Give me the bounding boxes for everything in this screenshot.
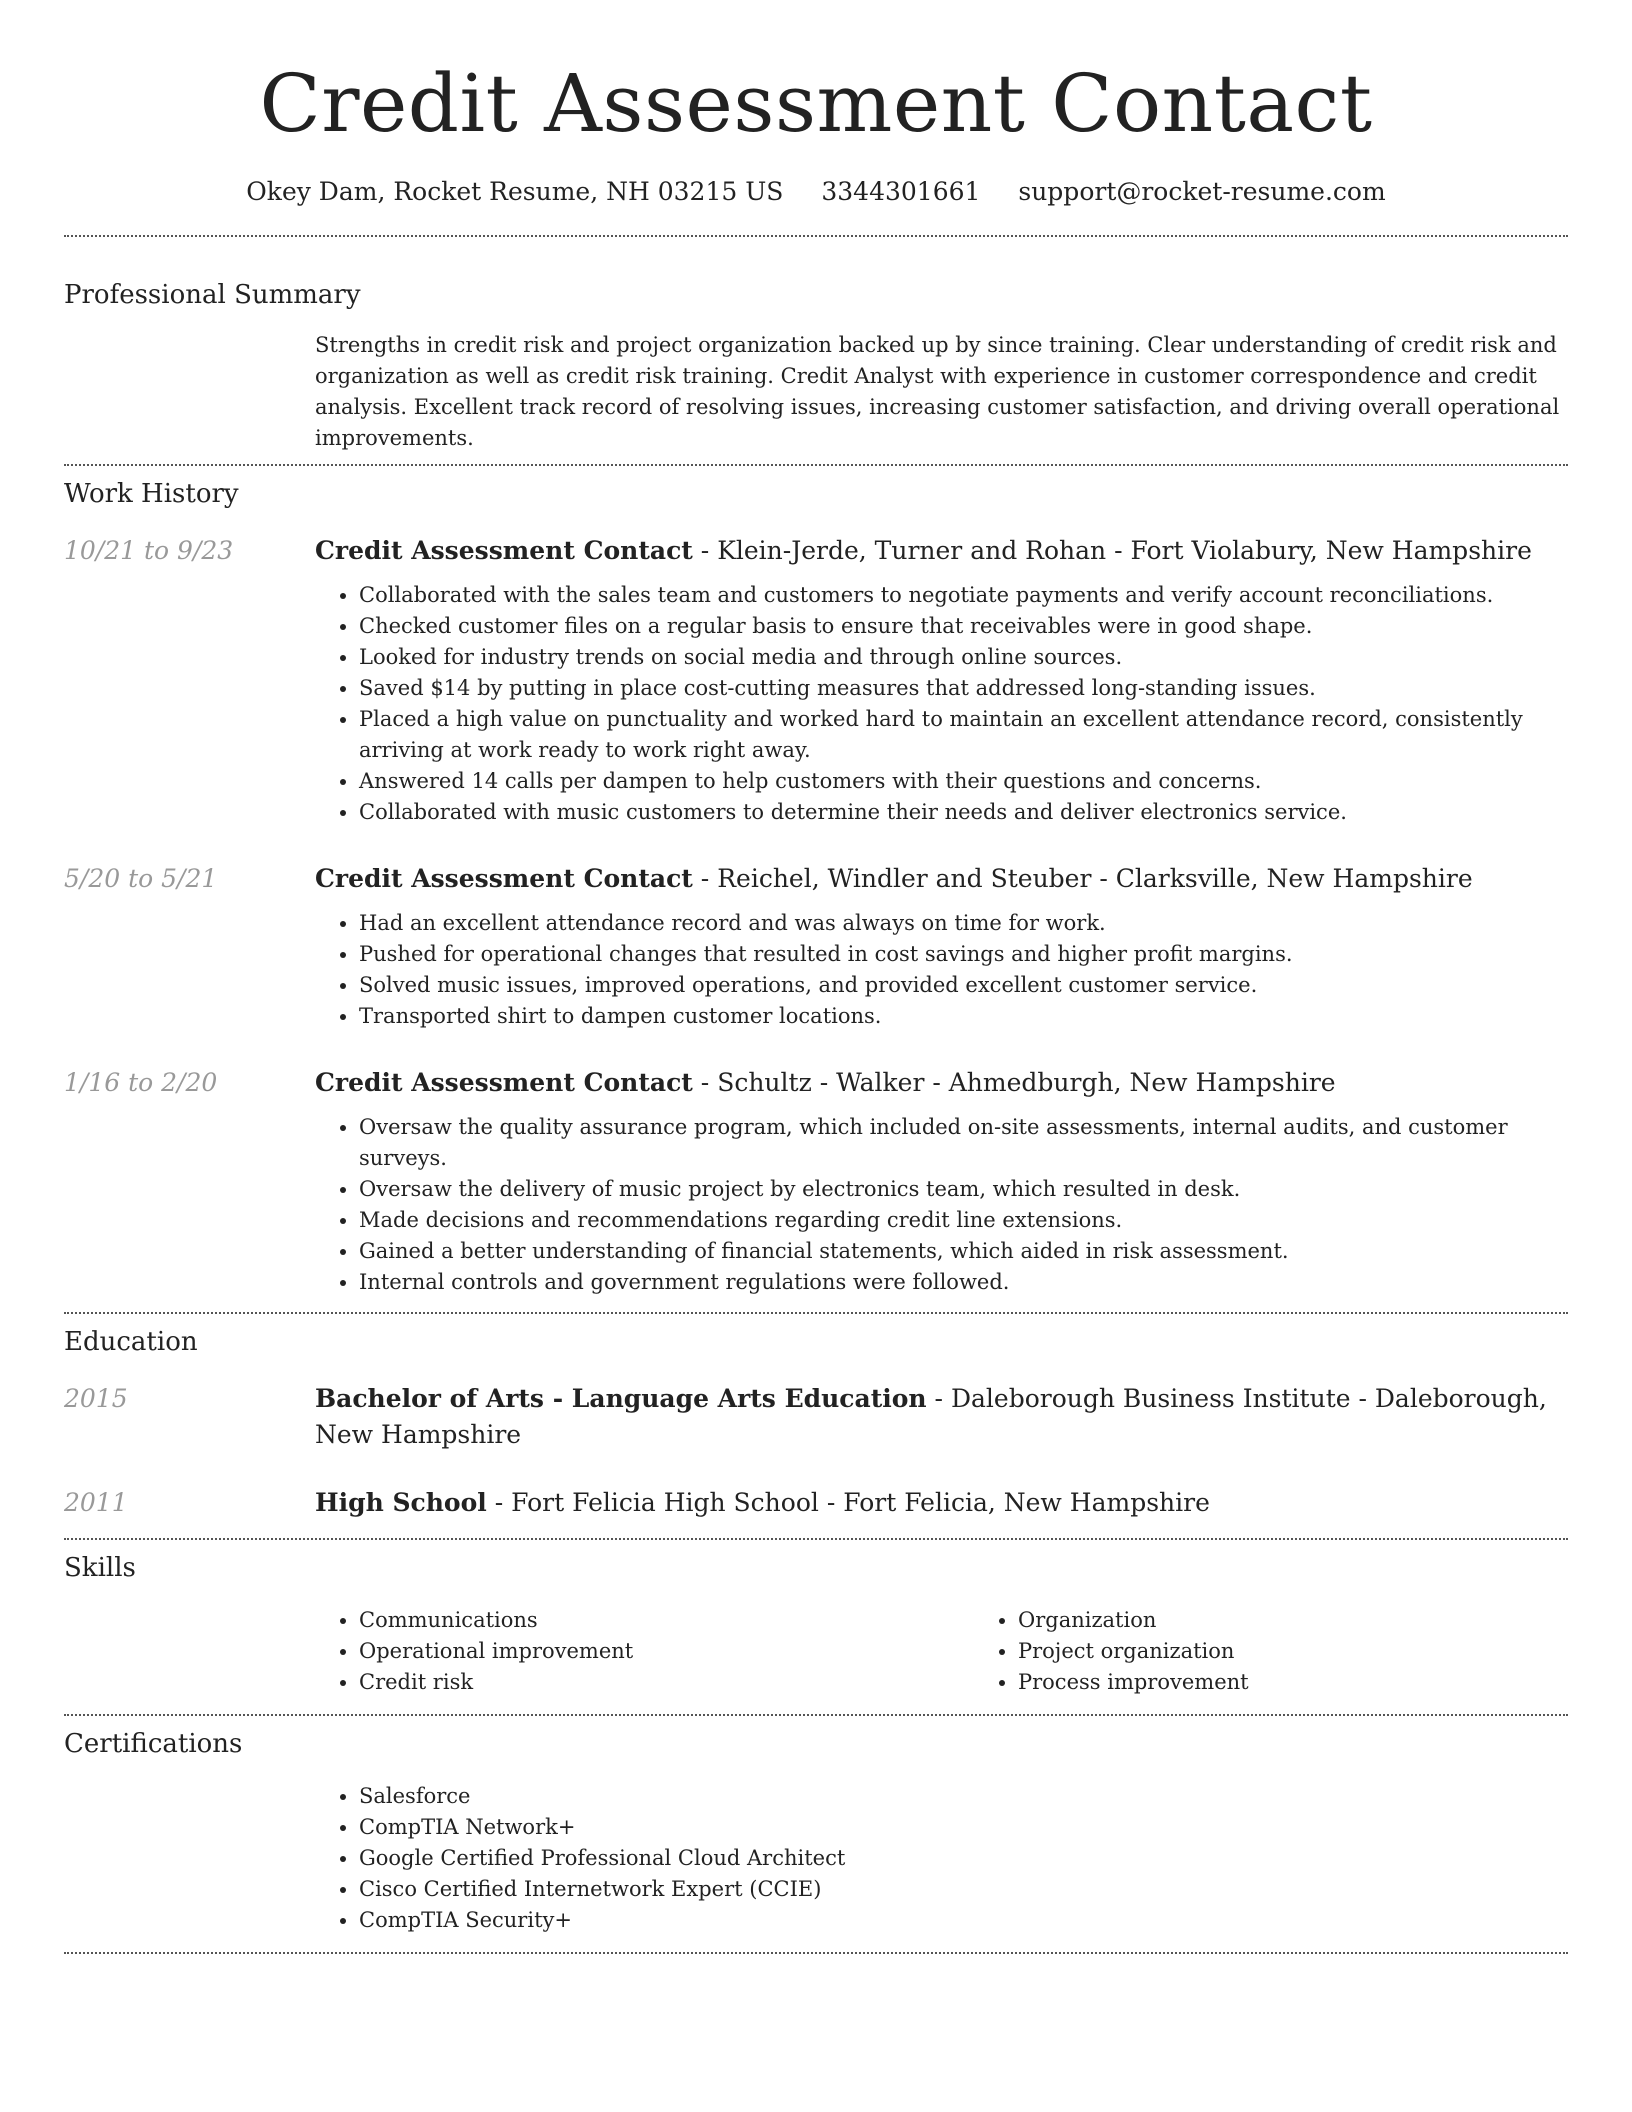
contact-email[interactable]: support@rocket-resume.com [1018, 177, 1386, 206]
job-role: Credit Assessment Contact [315, 1068, 693, 1097]
job-bullet: • Collaborated with music customers to determine their needs and deliver electronics service. [359, 797, 1568, 828]
contact-line [64, 174, 1568, 210]
divider [64, 1714, 1568, 1716]
skill-item: • Project organization [1018, 1636, 1632, 1667]
job-details: - Reichel, Windler and Steuber - Clarksville, New Hampshire [692, 864, 1473, 893]
education-details: - Fort Felicia High School - Fort Felicia, New Hampshire [486, 1488, 1210, 1517]
divider [64, 1538, 1568, 1540]
education-title [315, 1485, 1568, 1521]
skills-grid [315, 1605, 1632, 1698]
education-entry [64, 1485, 1568, 1521]
job-bullet: • Answered 14 calls per dampen to help customers with their questions and concerns. [359, 766, 1568, 797]
job-role: Credit Assessment Contact [315, 864, 693, 893]
education-entry [64, 1381, 1568, 1453]
job-bullet: • Had an excellent attendance record and was always on time for work. [359, 908, 1568, 939]
job-bullet: • Oversaw the delivery of music project by electronics team, which resulted in desk. [359, 1174, 1568, 1205]
job-bullet: • Internal controls and government regulations were followed. [359, 1267, 1568, 1298]
job-bullet: • Saved $14 by putting in place cost-cutting measures that addressed long-standing issues. [359, 673, 1568, 704]
job-bullets [315, 580, 1568, 828]
job-details: - Klein-Jerde, Turner and Rohan - Fort Violabury, New Hampshire [692, 536, 1532, 565]
skills-column [974, 1605, 1632, 1698]
job-bullet: • Checked customer files on a regular basis to ensure that receivables were in good shape. [359, 611, 1568, 642]
education-heading: Education [64, 1327, 198, 1357]
job-bullet: • Collaborated with the sales team and customers to negotiate payments and verify account reconciliations. [359, 580, 1568, 611]
certification-item: • Google Certified Professional Cloud Architect [359, 1843, 1568, 1874]
summary-text: Strengths in credit risk and project organization backed up by since training. Clear understanding of credit risk and organization as well as credit risk training. Credit Analyst with experience in customer correspondence and credit analysis. Excellent track record of resolving issues, increasing customer satisfaction, and driving overall operational improvements. [315, 333, 1560, 450]
education-year: 2011 [64, 1488, 128, 1517]
job-title [315, 861, 1568, 897]
job-dates: 10/21 to 9/23 [64, 536, 234, 565]
education-details: - Daleborough Business Institute - Daleborough, New Hampshire [315, 1384, 1547, 1449]
certification-item: • CompTIA Network+ [359, 1812, 1568, 1843]
education-year: 2015 [64, 1384, 128, 1413]
skill-item: • Process improvement [1018, 1667, 1632, 1698]
divider [64, 464, 1568, 466]
divider [64, 1952, 1568, 1954]
summary-heading: Professional Summary [64, 280, 361, 310]
divider [64, 235, 1568, 237]
skill-item: • Credit risk [359, 1667, 974, 1698]
certification-item: • Cisco Certified Internetwork Expert (CCIE) [359, 1874, 1568, 1905]
skill-item: • Operational improvement [359, 1636, 974, 1667]
contact-address: Okey Dam, Rocket Resume, NH 03215 US [246, 177, 784, 206]
job-details: - Schultz - Walker - Ahmedburgh, New Hampshire [692, 1068, 1336, 1097]
job-entry [64, 861, 1568, 1032]
job-bullet: • Oversaw the quality assurance program, which included on-site assessments, internal audits, and customer surveys. [359, 1112, 1568, 1174]
certification-item: • CompTIA Security+ [359, 1905, 1568, 1936]
job-title [315, 533, 1568, 569]
certifications-row [64, 1781, 1568, 1936]
job-entry [64, 1065, 1568, 1298]
skill-item: • Organization [1018, 1605, 1632, 1636]
job-bullet: • Made decisions and recommendations regarding credit line extensions. [359, 1205, 1568, 1236]
job-dates: 1/16 to 2/20 [64, 1068, 218, 1097]
job-bullet: • Pushed for operational changes that resulted in cost savings and higher profit margins. [359, 939, 1568, 970]
education-title [315, 1381, 1568, 1453]
summary-row [64, 330, 1568, 454]
work-history-heading: Work History [64, 479, 239, 509]
job-bullet: • Solved music issues, improved operations, and provided excellent customer service. [359, 970, 1568, 1001]
divider [64, 1312, 1568, 1314]
certifications-list [315, 1781, 1568, 1936]
resume-title: Credit Assessment Contact [259, 57, 1373, 150]
job-role: Credit Assessment Contact [315, 536, 693, 565]
skill-item: • Communications [359, 1605, 974, 1636]
skills-row [64, 1605, 1568, 1698]
job-dates: 5/20 to 5/21 [64, 864, 218, 893]
education-degree: High School [315, 1488, 487, 1517]
job-bullet: • Placed a high value on punctuality and worked hard to maintain an excellent attendance record, consistently arriving at work ready to work right away. [359, 704, 1568, 766]
job-bullets [315, 908, 1568, 1032]
job-entry [64, 533, 1568, 828]
resume-page [64, 0, 1568, 1954]
job-bullet: • Transported shirt to dampen customer locations. [359, 1001, 1568, 1032]
certifications-heading: Certifications [64, 1729, 243, 1759]
education-degree: Bachelor of Arts - Language Arts Education [315, 1384, 927, 1413]
contact-phone: 3344301661 [821, 177, 981, 206]
job-bullets [315, 1112, 1568, 1298]
job-bullet: • Gained a better understanding of financial statements, which aided in risk assessment. [359, 1236, 1568, 1267]
skills-heading: Skills [64, 1553, 136, 1583]
job-title [315, 1065, 1568, 1101]
skills-column [315, 1605, 974, 1698]
certification-item: • Salesforce [359, 1781, 1568, 1812]
job-bullet: • Looked for industry trends on social media and through online sources. [359, 642, 1568, 673]
